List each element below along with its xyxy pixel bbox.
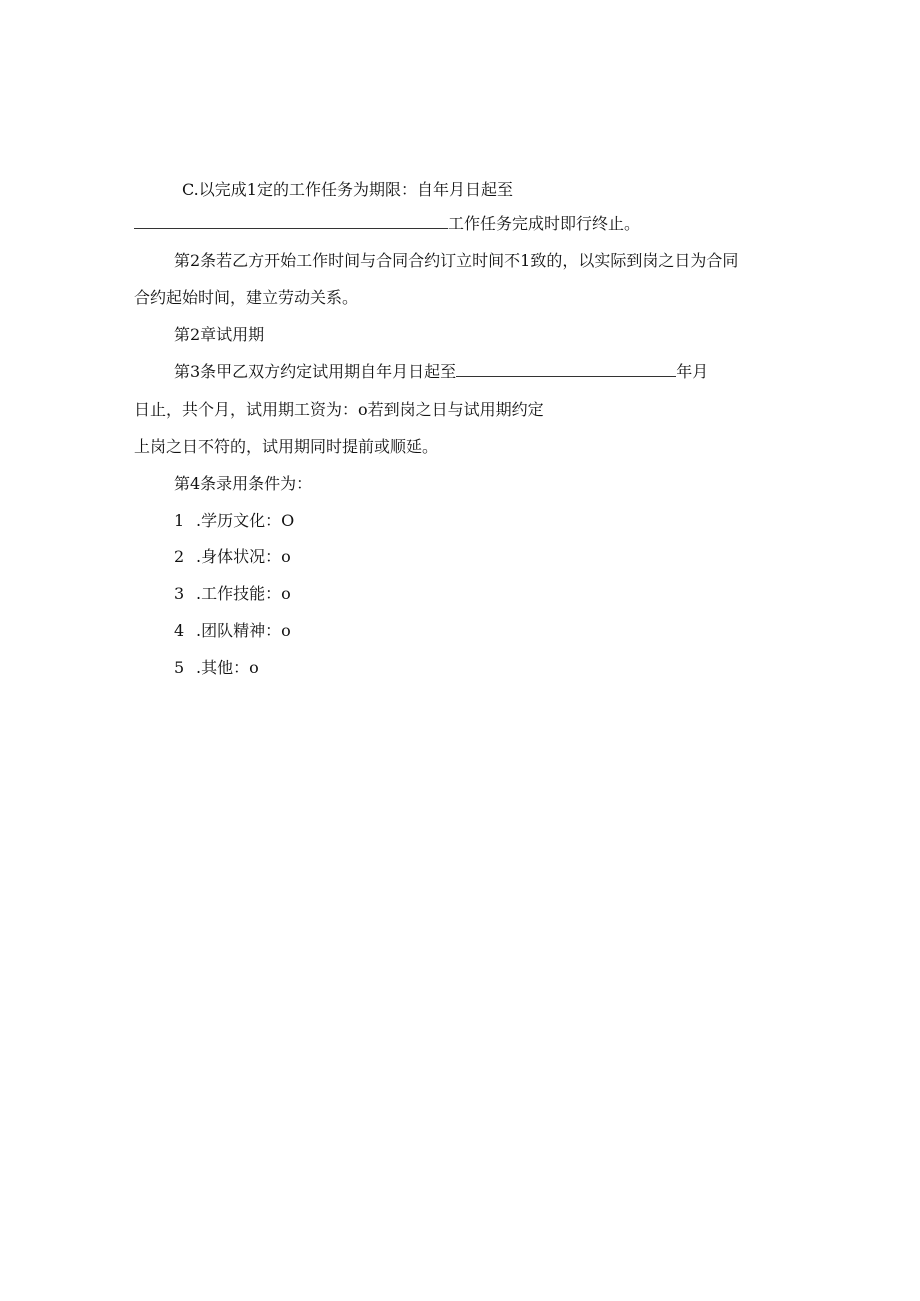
condition-number: 4 — [174, 621, 185, 640]
condition-text: .团队精神：o — [196, 621, 291, 640]
condition-item-2 — [174, 547, 291, 567]
paragraph-c-option — [182, 180, 513, 200]
condition-item-1 — [174, 511, 294, 531]
condition-item-4 — [174, 621, 291, 641]
article-2-line-2: 合约起始时间，建立劳动关系。 — [134, 288, 359, 307]
article-2-line-1: 第2条若乙方开始工作时间与合同合约订立时间不1致的，以实际到岗之日为合同 — [174, 251, 739, 270]
condition-text: .身体状况：o — [196, 547, 291, 566]
article-3-line-3: 上岗之日不符的，试用期同时提前或顺延。 — [134, 437, 439, 456]
chapter-2-heading: 第2章试用期 — [174, 325, 265, 344]
condition-text: .其他：o — [196, 658, 259, 677]
blank-line — [456, 362, 676, 377]
condition-item-3 — [174, 584, 291, 604]
condition-item-5 — [174, 658, 259, 678]
condition-number: 2 — [174, 547, 185, 566]
condition-number: 3 — [174, 584, 185, 603]
article-3-line-1: 第3条甲乙双方约定试用期自年月日起至 年月 — [174, 362, 709, 381]
article-4-heading: 第4条录用条件为： — [174, 474, 313, 493]
condition-number: 5 — [174, 658, 185, 677]
condition-text: .学历文化：O — [196, 511, 295, 530]
article-3-line-2: 日止，共个月，试用期工资为：o若到岗之日与试用期约定 — [134, 400, 544, 419]
paragraph-c-option-end — [134, 214, 640, 234]
condition-text: .工作技能：o — [196, 584, 291, 603]
blank-line — [134, 214, 448, 229]
condition-number: 1 — [174, 511, 185, 530]
c-option-end-text: 工作任务完成时即行终止。 — [448, 214, 641, 233]
c-option-text: C.以完成1定的工作任务为期限：自年月日起至 — [182, 180, 513, 199]
